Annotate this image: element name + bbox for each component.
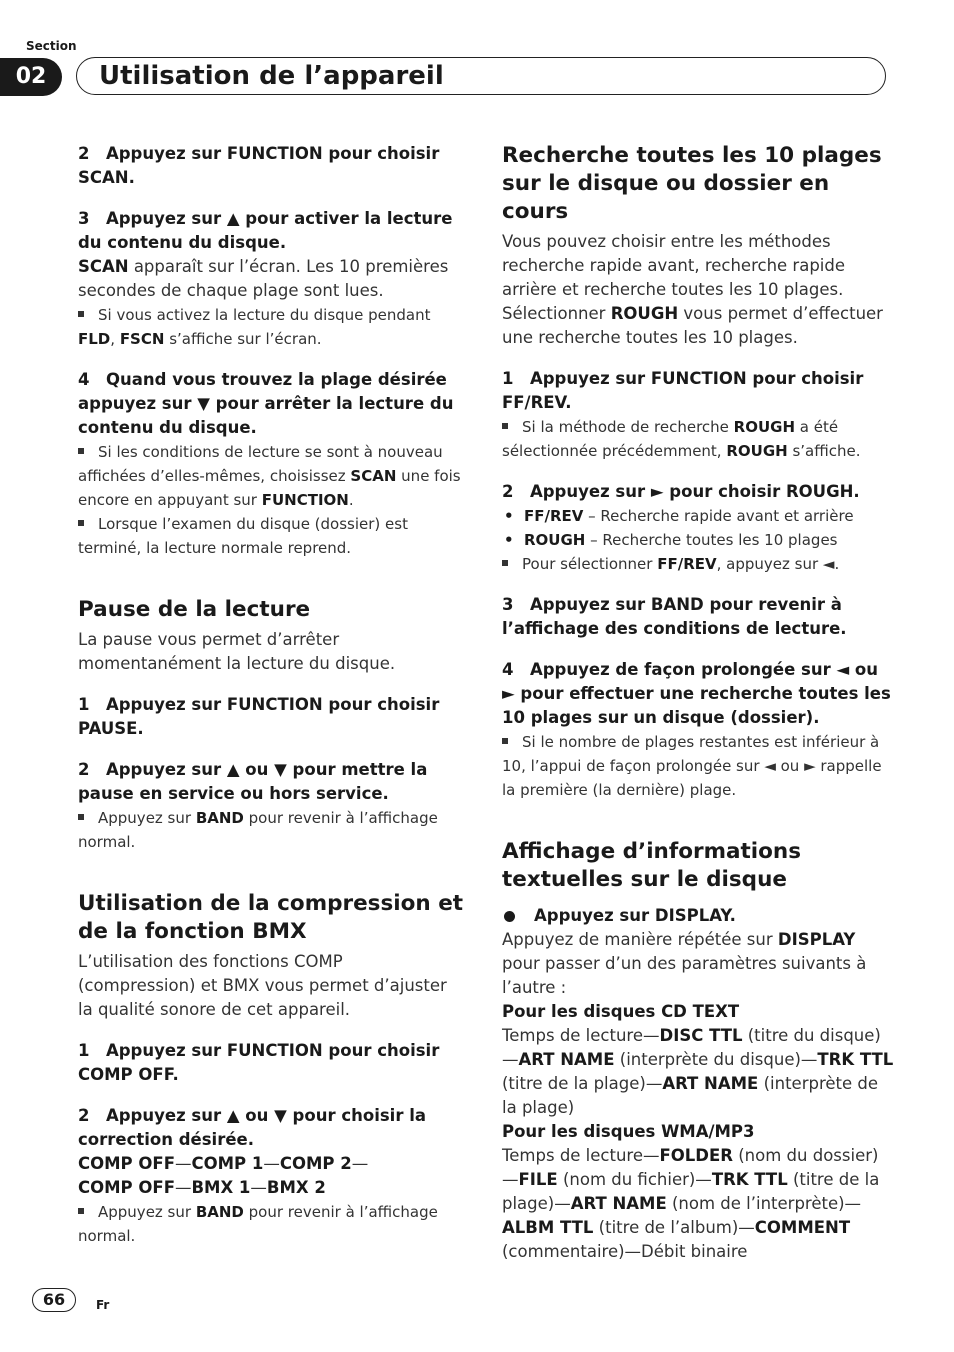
cd-text-sequence: Temps de lecture—DISC TTL (titre du disque)—ART NAME (interprète du disque)—TRK TTL (titre de la plage)—ART NAME (interprète de la plage) (502, 1026, 894, 1117)
step-3-scan: 3 Appuyez sur ▲ pour activer la lecture du contenu du disque. (78, 209, 453, 252)
cd-text-label: Pour les disques CD TEXT (502, 1002, 740, 1021)
search-option-ffrev: • FF/REV – Recherche rapide avant et arrière (502, 504, 894, 528)
search-step-4: 4 Appuyez de façon prolongée sur ◄ ou ► pour effectuer une recherche toutes les 10 plages sur un disque (dossier). (502, 660, 891, 727)
display-heading: Affichage d’informations textuelles sur le disque (502, 839, 802, 892)
note-square-icon (78, 448, 84, 454)
comp-step-2: 2 Appuyez sur ▲ ou ▼ pour choisir la correction désirée. (78, 1106, 426, 1149)
title-box (76, 57, 886, 95)
note-square-icon (502, 560, 508, 566)
note-square-icon (78, 814, 84, 820)
step-2-scan: 2 Appuyez sur FUNCTION pour choisir SCAN. (78, 144, 440, 187)
search-step-1-note: Si la méthode de recherche ROUGH a été sélectionnée précédemment, ROUGH s’affiche. (502, 418, 861, 460)
pause-body: La pause vous permet d’arrêter momentanément la lecture du disque. (78, 630, 396, 673)
display-body: Appuyez de manière répétée sur DISPLAY pour passer d’un des paramètres suivants à l’autre : (502, 930, 867, 997)
search-option-rough: • ROUGH – Recherche toutes les 10 plages (502, 528, 894, 552)
search-step-3: 3 Appuyez sur BAND pour revenir à l’affichage des conditions de lecture. (502, 595, 847, 638)
note-square-icon (78, 311, 84, 317)
search-body: Vous pouvez choisir entre les méthodes recherche rapide avant, recherche rapide arrière et recherche toutes les 10 plages. Sélectionner ROUGH vous permet d’effectuer une recherche toutes les 10 plages. (502, 232, 883, 347)
search-step-1: 1 Appuyez sur FUNCTION pour choisir FF/REV. (502, 369, 864, 412)
section-number-badge: 02 (0, 58, 62, 96)
right-column (502, 142, 894, 1264)
comp-step-1: 1 Appuyez sur FUNCTION pour choisir COMP OFF. (78, 1041, 440, 1084)
note-square-icon (78, 520, 84, 526)
pause-heading: Pause de la lecture (78, 597, 311, 622)
search-step-2: 2 Appuyez sur ► pour choisir ROUGH. (502, 482, 860, 501)
wma-mp3-label: Pour les disques WMA/MP3 (502, 1122, 755, 1141)
page-number: 66 (32, 1288, 76, 1312)
note-square-icon (502, 423, 508, 429)
page-title: Utilisation de l’appareil (99, 61, 444, 91)
bullet-dot-icon (504, 911, 515, 922)
step-4-scan: 4 Quand vous trouvez la plage désirée appuyez sur ▼ pour arrêter la lecture du contenu du disque. (78, 370, 454, 437)
note-square-icon (502, 738, 508, 744)
comp-sequence: COMP OFF—COMP 1—COMP 2— COMP OFF—BMX 1—BMX 2 (78, 1154, 369, 1197)
search-step-2-note: Pour sélectionner FF/REV, appuyez sur ◄. (502, 552, 894, 576)
comp-heading: Utilisation de la compression et de la fonction BMX (78, 891, 464, 944)
wma-mp3-sequence: Temps de lecture—FOLDER (nom du dossier)—FILE (nom du fichier)—TRK TTL (titre de la plage)—ART NAME (nom de l’interprète)—ALBM TTL (titre de l’album)—COMMENT (commentaire)—Débit binaire (502, 1146, 880, 1261)
step-3-note: Si vous activez la lecture du disque pendant FLD, FSCN s’affiche sur l’écran. (78, 306, 431, 348)
comp-note: Appuyez sur BAND pour revenir à l’affichage normal. (78, 1203, 438, 1245)
pause-step-1: 1 Appuyez sur FUNCTION pour choisir PAUSE. (78, 695, 440, 738)
note-square-icon (78, 1208, 84, 1214)
step-3-body: SCAN apparaît sur l’écran. Les 10 premières secondes de chaque plage sont lues. (78, 257, 449, 300)
step-4-note-1: Si les conditions de lecture se sont à nouveau affichées d’elles-mêmes, choisissez SCAN une fois encore en appuyant sur FUNCTION. (78, 443, 461, 509)
pause-step-2: 2 Appuyez sur ▲ ou ▼ pour mettre la pause en service ou hors service. (78, 760, 428, 803)
language-label: Fr (96, 1298, 110, 1312)
section-label: Section (26, 39, 77, 53)
search-step-4-note: Si le nombre de plages restantes est inférieur à 10, l’appui de façon prolongée sur ◄ ou ► rappelle la première (la dernière) plage. (502, 733, 882, 799)
pause-note: Appuyez sur BAND pour revenir à l’affichage normal. (78, 809, 438, 851)
left-column (78, 142, 464, 1248)
step-4-note-2: Lorsque l’examen du disque (dossier) est terminé, la lecture normale reprend. (78, 515, 408, 557)
display-step: Appuyez sur DISPLAY. (502, 904, 894, 928)
comp-body: L’utilisation des fonctions COMP (compression) et BMX vous permet d’ajuster la qualité sonore de cet appareil. (78, 952, 447, 1019)
search-heading: Recherche toutes les 10 plages sur le disque ou dossier en cours (502, 143, 882, 224)
